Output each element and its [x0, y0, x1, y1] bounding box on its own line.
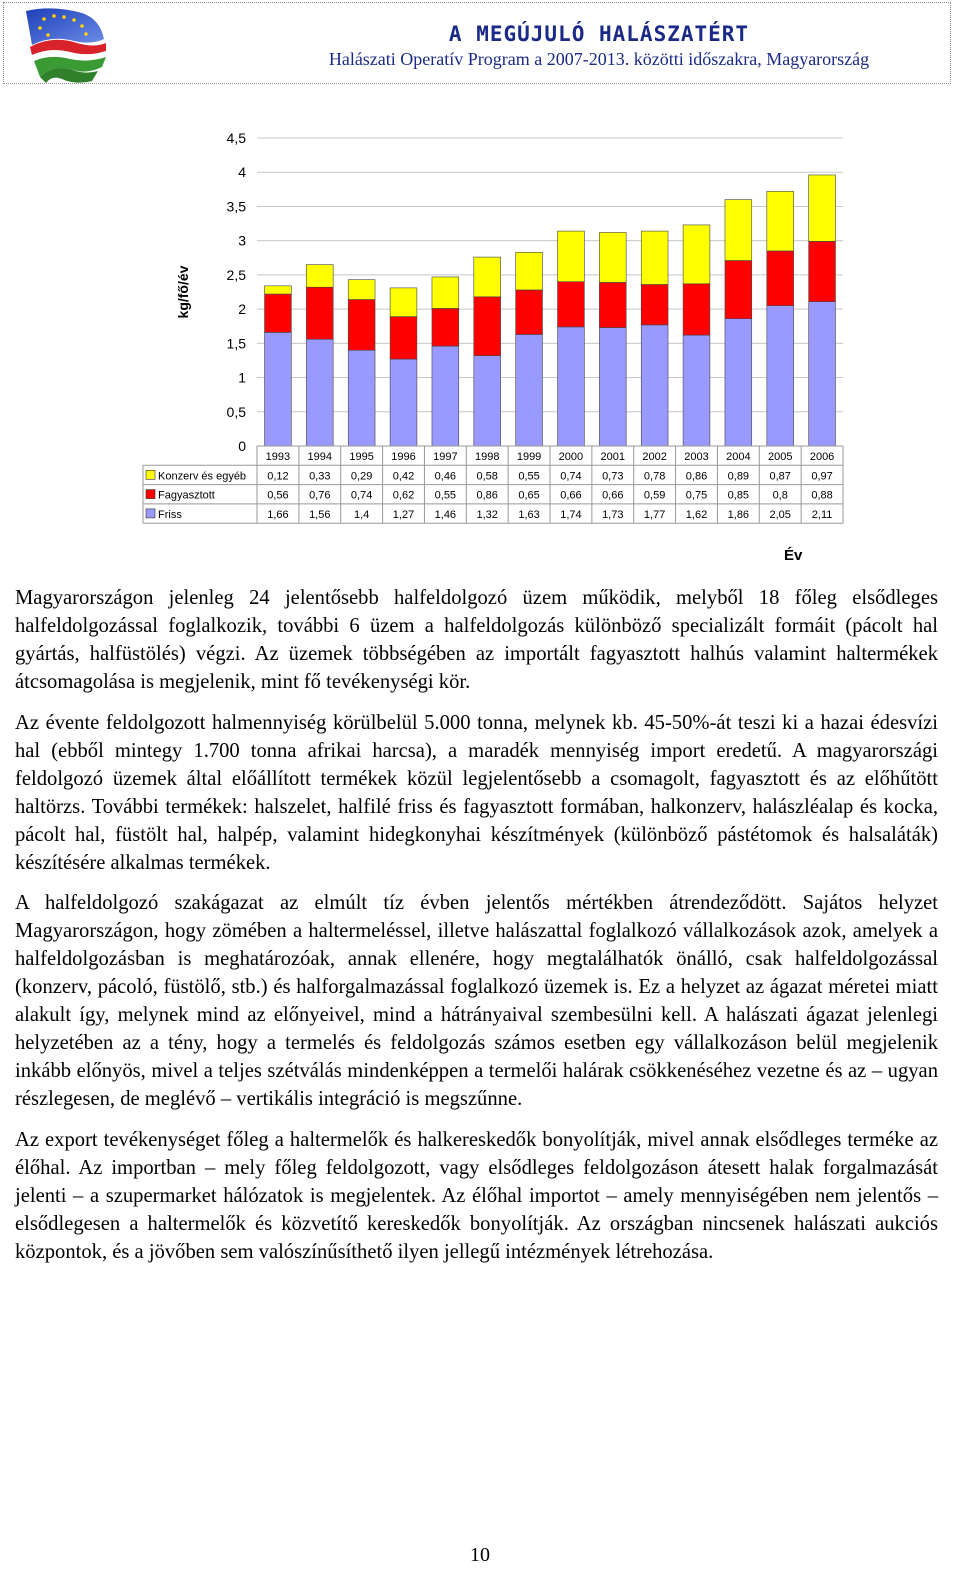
data-label: 1,4: [353, 508, 370, 521]
bar-segment: [348, 350, 375, 446]
bar-segment: [306, 287, 333, 339]
y-tick-label: 1,5: [226, 335, 246, 352]
data-label: 0,76: [309, 489, 331, 502]
data-label: 0,85: [727, 489, 750, 502]
bar-segment: [348, 280, 375, 300]
x-tick-label: 2004: [726, 451, 751, 463]
x-tick-label: 1998: [474, 451, 500, 463]
bar-segment: [599, 328, 626, 446]
bar-segment: [809, 175, 836, 241]
header-subtitle: Halászati Operatív Program a 2007-2013. közötti időszakra, Magyarország: [328, 49, 870, 69]
bar-segment: [599, 282, 626, 327]
y-tick-label: 0: [238, 438, 246, 454]
legend-label: Friss: [158, 508, 182, 521]
data-label: 0,87: [769, 470, 791, 483]
x-tick-label: 1999: [516, 451, 542, 463]
data-label: 1,74: [560, 508, 582, 521]
data-label: 0,58: [476, 470, 498, 483]
data-label: 0,75: [685, 489, 708, 502]
legend-swatch: [146, 490, 155, 499]
data-label: 1,77: [643, 508, 666, 521]
bar-segment: [558, 327, 585, 446]
bar-segment: [683, 284, 710, 335]
data-label: 0,33: [309, 470, 331, 483]
x-tick-label: 2000: [558, 451, 584, 463]
paragraph: A halfeldolgozó szakágazat az elmúlt tíz évben jelentős mértékben átrendeződött. Sajátos helyzet Magyarországon, hogy zömében a haltermeléssel, illetve halászattal foglalkozó vállalkozások azok, amelyek a halfeldolgozásban is meghatározóak, annak ellenére, hogy megtalálhatók önálló, csak halfeldolgozással (konzerv, pácoló, füstölő, stb.) és halforgalmazással foglalkozó üzemek is. Ez a helyzet az ágazat méretei miatt alakult így, melynek mind az előnyeivel, mind a hátrányaival szembesülni kell. A halászati ágazat jelenlegi helyzetében az a tény, hogy a termelés és feldolgozás számos esetben egy vállalkozáson belül megjelenik inkább előnyös, mivel a teljes szétválás mindenképpen a termelői halárak csökkenéséhez vezetne és az – ugyan részlegesen, de meglévő – vertikális integráció is megszűnne.: [15, 892, 938, 1110]
data-label: 0,46: [434, 470, 457, 483]
data-label: 0,8: [772, 489, 788, 502]
data-label: 0,42: [392, 470, 415, 483]
bar-segment: [767, 306, 794, 446]
bar-segment: [683, 225, 710, 284]
bar-segment: [265, 332, 292, 446]
data-label: 0,73: [602, 470, 624, 483]
bar-segment: [767, 191, 794, 251]
x-tick-label: 1996: [391, 451, 416, 463]
x-tick-label: 1994: [307, 451, 333, 463]
data-label: 1,27: [392, 508, 415, 521]
y-tick-label: 0,5: [226, 403, 246, 420]
bar-segment: [725, 319, 752, 446]
bar-segment: [390, 288, 417, 317]
body-text: [15, 584, 938, 1278]
data-label: 1,32: [476, 508, 498, 521]
bar-segment: [432, 277, 459, 308]
bar-segment: [348, 300, 375, 351]
data-label: 0,66: [560, 489, 582, 502]
bar-segment: [683, 335, 710, 446]
data-label: 0,12: [267, 470, 289, 483]
legend-label: Fagyasztott: [158, 489, 215, 502]
data-label: 1,63: [518, 508, 540, 521]
bar-segment: [390, 317, 417, 359]
x-tick-label: 2005: [767, 451, 793, 463]
bar-segment: [474, 257, 501, 297]
x-tick-label: 2006: [809, 451, 835, 463]
bar-segment: [725, 261, 752, 319]
x-axis-label: Év: [784, 547, 803, 560]
data-label: 1,56: [309, 508, 331, 521]
bar-segment: [558, 231, 585, 282]
data-label: 1,46: [434, 508, 457, 521]
page-number: 10: [470, 1544, 490, 1566]
data-label: 0,62: [392, 489, 415, 502]
y-tick-label: 2: [238, 301, 246, 318]
bar-segment: [516, 252, 543, 290]
x-tick-label: 1995: [349, 451, 374, 463]
x-tick-label: 1997: [433, 451, 458, 463]
data-label: 1,86: [727, 508, 750, 521]
y-tick-label: 1: [238, 369, 246, 386]
y-axis-label: kg/fő/év: [175, 265, 191, 319]
bar-segment: [265, 294, 292, 332]
data-label: 0,65: [518, 489, 540, 502]
header-title: A MEGÚJULÓ HALÁSZATÉRT: [448, 22, 750, 46]
data-label: 0,88: [811, 489, 833, 502]
data-label: 0,78: [643, 470, 666, 483]
data-label: 0,86: [685, 470, 708, 483]
paragraph: Az export tevékenységet főleg a haltermelők és halkereskedők bonyolítják, mivel annak elsődleges terméke az élőhal. Az importban – mely főleg feldolgozott, vagy elsődleges feldolgozáson átesett halak forgalmazását jelenti – a szupermarket hálózatok is megjelentek. Az élőhal importot – amely mennyiségében nem jelentős – elsődlegesen a haltermelők és közvetítő kereskedők bonyolítják. Az országban nincsenek halászati aukciós központok, és a jövőben sem valószínűsíthető ilyen jellegű intézmények létrehozása.: [15, 1128, 938, 1263]
y-tick-label: 3: [238, 232, 246, 249]
paragraph: Magyarországon jelenleg 24 jelentősebb halfeldolgozó üzem működik, melyből 18 főleg elsődleges halfeldolgozással foglalkozik, további 6 üzem a halfeldolgozás különböző specializált formáit (pácolt hal gyártás, halfüstölés) végzi. Az üzemek többségében az importált fagyasztott halhús valamint haltermékek átcsomagolása is megjelenik, mint fő tevékenységi kör.: [15, 587, 938, 693]
bar-segment: [516, 334, 543, 446]
bar-segment: [390, 359, 417, 446]
fish-consumption-chart: [0, 0, 960, 560]
bar-segment: [599, 232, 626, 282]
bar-segment: [641, 284, 668, 324]
y-tick-label: 2,5: [226, 266, 246, 283]
data-label: 2,11: [811, 508, 833, 521]
data-label: 2,05: [769, 508, 791, 521]
data-label: 0,89: [727, 470, 750, 483]
bar-segment: [809, 302, 836, 446]
bar-segment: [306, 339, 333, 446]
bar-segment: [432, 308, 459, 346]
bar-segment: [641, 325, 668, 446]
bar-segment: [474, 356, 501, 446]
x-tick-label: 2003: [684, 451, 709, 463]
data-label: 0,97: [811, 470, 833, 483]
data-label: 0,86: [476, 489, 498, 502]
bar-segment: [641, 231, 668, 284]
data-label: 1,62: [685, 508, 708, 521]
data-label: 0,29: [350, 470, 373, 483]
bar-segment: [558, 282, 585, 327]
data-label: 0,74: [350, 489, 373, 502]
y-tick-label: 4,5: [226, 130, 246, 146]
bar-segment: [725, 200, 752, 261]
bar-segment: [265, 286, 292, 294]
x-tick-label: 2001: [600, 451, 626, 463]
data-label: 1,66: [267, 508, 289, 521]
x-tick-label: 1993: [265, 451, 291, 463]
data-label: 0,59: [643, 489, 666, 502]
y-tick-label: 4: [238, 164, 246, 181]
data-label: 0,66: [602, 489, 624, 502]
legend-label: Konzerv és egyéb: [158, 470, 247, 483]
x-tick-label: 2002: [642, 451, 667, 463]
bar-segment: [767, 251, 794, 306]
data-label: 0,74: [560, 470, 582, 483]
bar-segment: [432, 346, 459, 446]
data-label: 0,56: [267, 489, 289, 502]
data-label: 0,55: [434, 489, 457, 502]
paragraph: Az évente feldolgozott halmennyiség körülbelül 5.000 tonna, melynek kb. 45-50%-át teszi ki a hazai édesvízi hal (ebből mintegy 1.700 tonna afrikai harcsa), a maradék mennyiség import eredetű. A magyarországi feldolgozó üzemek által előállított termékek közül legjelentősebb a csomagolt, fagyasztott és az előhűtött haltörzs. További termékek: halszelet, halfilé friss és fagyasztott formában, halkonzerv, halászléalap és kocka, pácolt hal, füstölt hal, halpép, valamint hidegkonyhai készítmények (különböző pástétomok és halsaláták) készítésére alkalmas termékek.: [15, 711, 938, 874]
data-label: 0,55: [518, 470, 540, 483]
bar-segment: [516, 290, 543, 334]
y-tick-label: 3,5: [226, 198, 246, 215]
data-label: 1,73: [602, 508, 624, 521]
bar-segment: [809, 241, 836, 301]
legend-swatch: [146, 509, 155, 518]
bar-segment: [474, 297, 501, 356]
bar-segment: [306, 265, 333, 288]
legend-swatch: [146, 470, 155, 479]
